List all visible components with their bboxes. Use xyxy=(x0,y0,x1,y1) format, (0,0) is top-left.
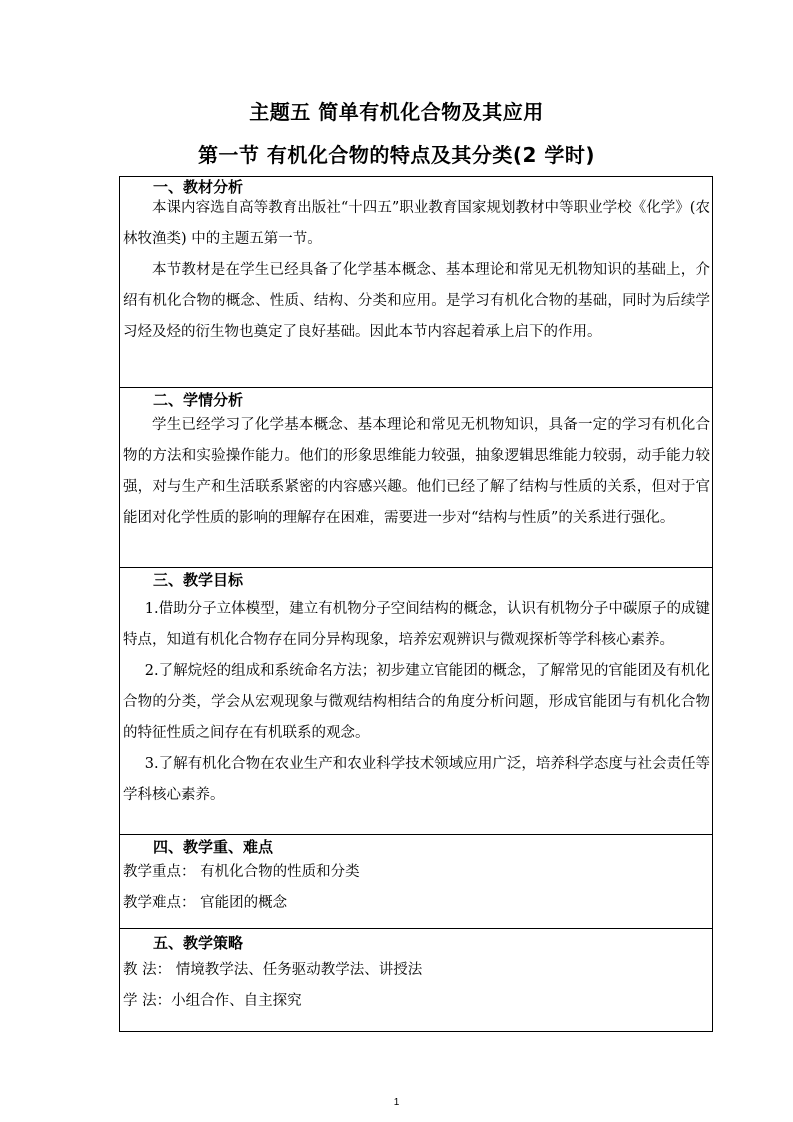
section-textbook-analysis xyxy=(120,177,713,388)
learning-method: 学 法：小组合作、自主探究 xyxy=(123,993,302,1009)
section-teaching-goals xyxy=(120,568,713,835)
teaching-method: 教 法： 情境教学法、任务驱动教学法、讲授法 xyxy=(123,962,423,978)
document-title: 主题五 简单有机化合物及其应用 xyxy=(249,100,544,124)
section-heading: 二、学情分析 xyxy=(153,391,244,409)
section-heading: 三、教学目标 xyxy=(153,571,244,589)
key-point: 教学重点： 有机化合物的性质和分类 xyxy=(123,864,360,880)
section-heading: 五、教学策略 xyxy=(153,934,244,952)
difficult-point: 教学难点： 官能团的概念 xyxy=(123,895,288,911)
lesson-plan-table xyxy=(119,176,713,1032)
section-heading: 一、教材分析 xyxy=(153,178,244,196)
section-title: 第一节 有机化合物的特点及其分类(2 学时) xyxy=(197,143,596,167)
page-number: 1 xyxy=(393,1097,400,1108)
section-key-points xyxy=(120,835,713,929)
paragraph: 本节教材是在学生已经具备了化学基本概念、基本理论和常见无机物知识的基础上，介绍有机化合物的概念、性质、结构、分类和应用。是学习有机化合物的基础，同时为后续学习烃及烃的衍生物也奠定了良好基础。因此本节内容起着承上启下的作用。 xyxy=(123,262,710,340)
paragraph: 本课内容选自高等教育出版社“十四五”职业教育国家规划教材中等职业学校《化学》(农林牧渔类) 中的主题五第一节。 xyxy=(123,200,710,247)
goal-item: 1.借助分子立体模型，建立有机物分子空间结构的概念，认识有机物分子中碳原子的成键特点，知道有机化合物存在同分异构现象，培养宏观辨识与微观探析等学科核心素养。 xyxy=(123,601,710,648)
goal-item: 3.了解有机化合物在农业生产和农业科学技术领域应用广泛，培养科学态度与社会责任等学科核心素养。 xyxy=(123,756,710,803)
goal-item: 2.了解烷烃的组成和系统命名方法；初步建立官能团的概念，了解常见的官能团及有机化合物的分类，学会从宏观现象与微观结构相结合的角度分析问题，形成官能团与有机化合物的特征性质之间存在有机联系的观念。 xyxy=(123,663,710,741)
section-teaching-strategy xyxy=(120,929,713,1032)
paragraph: 学生已经学习了化学基本概念、基本理论和常见无机物知识，具备一定的学习有机化合物的方法和实验操作能力。他们的形象思维能力较强，抽象逻辑思维能力较弱，动手能力较强，对与生产和生活联系紧密的内容感兴趣。他们已经了解了结构与性质的关系，但对于官能团对化学性质的影响的理解存在困难，需要进一步对“结构与性质”的关系进行强化。 xyxy=(123,417,710,526)
section-heading: 四、教学重、难点 xyxy=(153,838,274,856)
section-student-analysis xyxy=(120,388,713,568)
